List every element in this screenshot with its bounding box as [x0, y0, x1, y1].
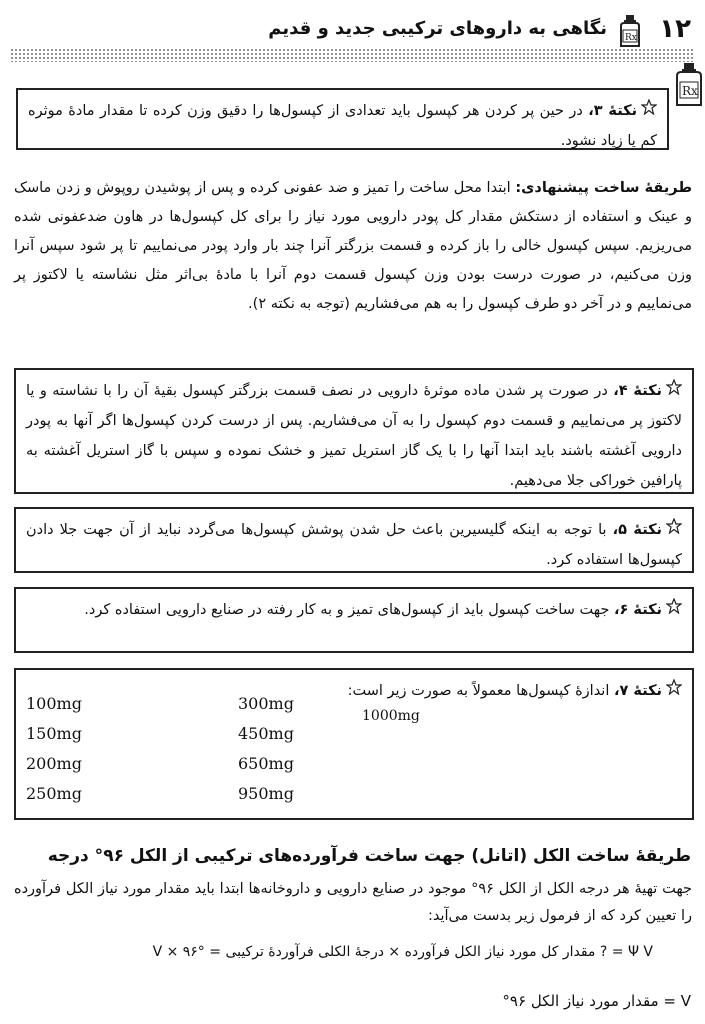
capsule-size: 300mg [238, 694, 294, 713]
capsule-size: 100mg [26, 694, 82, 713]
section-heading: طریقۀ ساخت الکل (اتانل) جهت ساخت فرآورده‌های ترکیبی از الکل ۹۶° درجه [47, 846, 691, 866]
note-6-label: نکتۀ ۶، [613, 602, 662, 618]
note-4-text: در صورت پر شدن ماده موثرۀ دارویی در نصف قسمت بزرگتر کپسول بقیۀ آن را با نشاسته و یا لاکتوز پر می‌نماییم و قسمت دوم کپسول را به آن می‌فشاریم. پس از درست کردن کپسول‌ها اگر آنها به پودر دارویی آغشته باشند باید ابتدا آنها را با یک گاز استریل تمیز و خشک نموده و سپس با گاز استریل آغشته به پارافین خوراکی جلا می‌دهیم. [26, 383, 682, 489]
note-7-text: اندازۀ کپسول‌ها معمولاً به صورت زیر است: [347, 683, 614, 699]
method-text: ابتدا محل ساخت را تمیز و ضد عفونی کرده و پس از پوشیدن روپوش و زدن ماسک و عینک و استفاده از دستکش مقدار کل پودر دارویی مورد نیاز را برای کل کپسول‌ها در هاون ضدعفونی شده می‌ریزیم. سپس کپسول خالی را باز کرده و قسمت بزرگتر آنرا چند بار وارد پودر می‌نماییم تا پر شود سپس آنرا وزن می‌کنیم، در صورت درست بودن وزن کپسول قسمت دوم آنرا با مادۀ بی‌اثر مثل نشاسته یا لاکتوز پر می‌نماییم و در آخر دو طرف کپسول را به هم می‌فشاریم (توجه به نکته ۲). [14, 180, 692, 312]
capsule-size: 1000mg [362, 708, 420, 724]
note-3-label: نکتۀ ۳، [588, 103, 638, 119]
note-5-box [14, 507, 694, 573]
bottle-rx-icon [674, 62, 704, 110]
star-icon [666, 515, 682, 545]
star-icon [641, 96, 657, 126]
note-5-text: با توجه به اینکه گلیسیرین باعث حل شدن پوشش کپسول‌ها می‌گردد نباید از آن جهت جلا دادن کپسول‌ها استفاده کرد. [26, 522, 682, 568]
capsule-size: 650mg [238, 754, 294, 773]
note-6-text: جهت ساخت کپسول باید از کپسول‌های تمیز و به کار رفته در صنایع دارویی استفاده کرد. [84, 602, 614, 618]
star-icon [666, 376, 682, 406]
capsule-size: 200mg [26, 754, 82, 773]
note-6-box [14, 587, 694, 653]
capsule-size: 250mg [26, 784, 82, 803]
formula-definition: V = مقدار مورد نیاز الکل ۹۶° [502, 992, 691, 1010]
page-header [10, 8, 695, 48]
svg-text:Rx: Rx [625, 33, 637, 43]
method-label: طریقۀ ساخت پیشنهادی: [515, 180, 692, 196]
svg-text:Rx: Rx [682, 84, 698, 98]
note-4-label: نکتۀ ۴، [613, 383, 662, 399]
star-icon [666, 595, 682, 625]
capsule-size: 950mg [238, 784, 294, 803]
bottle-rx-icon [617, 14, 643, 52]
note-5-label: نکتۀ ۵، [612, 522, 662, 538]
page-number: ۱۲ [659, 14, 691, 44]
note-3-text: در حین پر کردن هر کپسول باید تعدادی از کپسول‌ها را دقیق وزن کرده تا مقدار مادۀ موثره کم یا زیاد نشود. [28, 103, 657, 149]
page-title: نگاهی به داروهای ترکیبی جدید و قدیم [268, 18, 607, 39]
capsule-size: 150mg [26, 724, 82, 743]
section-paragraph: جهت تهیۀ هر درجه الکل از الکل ۹۶° موجود در صنایع دارویی و داروخانه‌ها ابتدا باید مقدار مورد نیاز الکل فرآورده را تعیین کرد که از فرمول زیر بدست می‌آید: [14, 881, 692, 924]
header-divider [10, 48, 695, 62]
capsule-size: 450mg [238, 724, 294, 743]
note-4-box [14, 368, 694, 494]
note-7-label: نکتۀ ۷، [613, 683, 662, 699]
method-paragraph [14, 174, 692, 319]
formula: Ψ V = ? مقدار کل مورد نیاز الکل فرآورده × درجۀ الکلی فرآوردۀ ترکیبی = V × ۹۶° [152, 944, 653, 960]
star-icon [666, 676, 682, 706]
note-3-box [16, 88, 669, 150]
capsule-sizes [14, 694, 434, 814]
